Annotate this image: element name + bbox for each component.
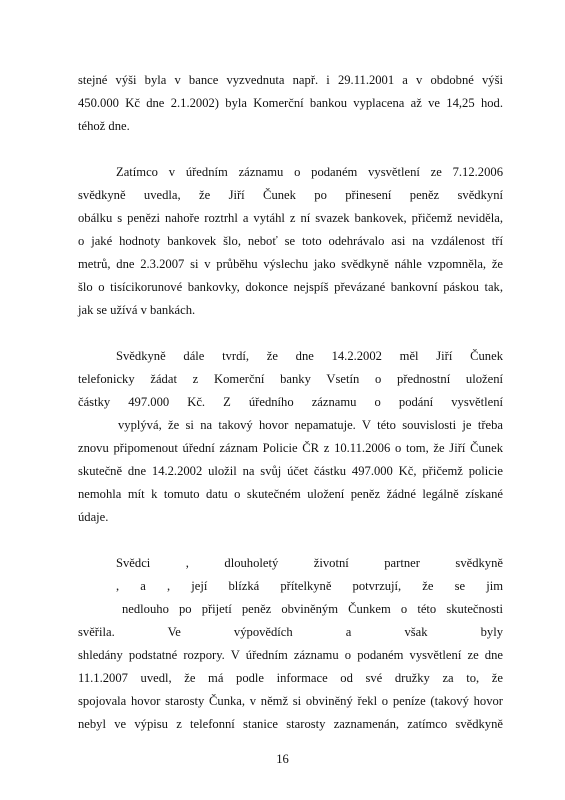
text-line: metrů, dne 2.3.2007 si v průběhu výslechu jako svědkyně náhle vzpomněla, že [78,257,503,271]
text-line: téhož dne. [78,119,130,133]
text-line: vyplývá, že si na takový hovor nepamatuje. V této souvislosti je třeba [118,418,503,432]
text-line: jak se užívá v bankách. [78,303,196,317]
text-line: šlo o tisícikorunové bankovky, dokonce nejspíš převázané bankovní páskou tak, [78,280,503,294]
text-line: Zatímco v úředním záznamu o podaném vysvětlení ze 7.12.2006 [116,165,503,179]
text-line: částky 497.000 Kč. Z úředního záznamu o podání vysvětlení [78,395,503,409]
text-line: , a , její blízká přítelkyně potvrzují, že se jim [116,579,503,593]
text-line: Svědkyně dále tvrdí, že dne 14.2.2002 měl Jiří Čunek [116,349,503,363]
text-line: nedlouho po přijetí peněz obviněným Čunkem o této skutečnosti [122,602,503,616]
text-line: 11.1.2007 uvedl, že má podle informace od své družky za to, že [78,671,503,685]
text-line: telefonicky žádat z Komerční banky Vsetín o přednostní uložení [78,372,503,386]
text-line: nemohla mít k tomuto datu o skutečném uložení peněz žádné legálně získané [78,487,503,501]
text-line: znovu připomenout úřední záznam Policie ČR z 10.11.2006 o tom, že Jiří Čunek [78,441,503,455]
text-line: stejné výši byla v bance vyzvednuta např. i 29.11.2001 a v obdobné výši [78,73,503,87]
text-line: skutečně dne 14.2.2002 uložil na svůj účet částku 497.000 Kč, přičemž policie [78,464,503,478]
text-line: obálku s penězi nahoře roztrhl a vytáhl z ní svazek bankovek, přičemž neviděla, [78,211,503,225]
text-line: nebyl ve výpisu z telefonní stanice starosty zaznamenán, zatímco svědkyně [78,717,503,731]
text-line: o jaké hodnoty bankovek šlo, neboť se toto odehrávalo asi na vzdálenost tří [78,234,503,248]
page-number: 16 [276,752,289,766]
text-line: 450.000 Kč dne 2.1.2002) byla Komerční bankou vyplacena až ve 14,25 hod. [78,96,503,110]
text-line: shledány podstatné rozpory. V úředním záznamu o podaném vysvětlení ze dne [78,648,503,662]
text-line: svěřila. Ve výpovědích a však byly [78,625,503,639]
text-line: svědkyně uvedla, že Jiří Čunek po přinesení peněz svědkyní [78,188,503,202]
text-line: Svědci , dlouholetý životní partner svědkyně [116,556,503,570]
text-line: spojovala hovor starosty Čunka, v němž si obviněný řekl o peníze (takový hovor [78,694,503,708]
text-line: údaje. [78,510,109,524]
